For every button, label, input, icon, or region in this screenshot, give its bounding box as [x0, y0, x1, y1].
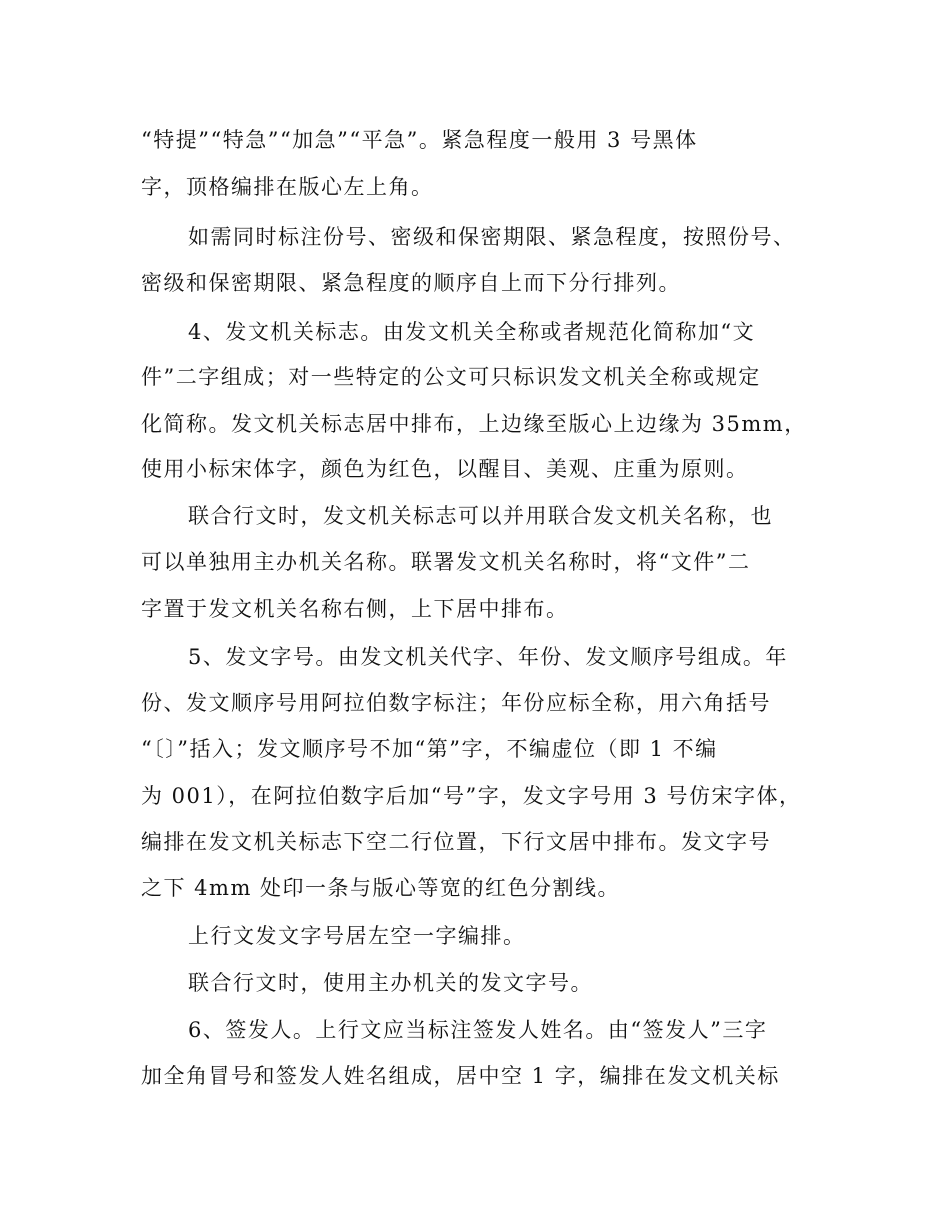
- text-line: 化简称。发文机关标志居中排布，上边缘至版心上边缘为 35mm，: [141, 412, 807, 436]
- paragraph-first-line: 5、发文字号。由发文机关代字、年份、发文顺序号组成。年: [188, 645, 788, 669]
- text-line: 之下 4mm 处印一条与版心等宽的红色分割线。: [141, 876, 621, 900]
- paragraph-first-line: 如需同时标注份号、密级和保密期限、紧急程度，按照份号、: [188, 225, 796, 249]
- paragraph-first-line: 上行文发文字号居左空一字编排。: [188, 924, 526, 948]
- text-line: 密级和保密期限、紧急程度的顺序自上而下分行排列。: [141, 271, 681, 295]
- paragraph-first-line: 联合行文时，发文机关标志可以并用联合发文机关名称，也: [188, 504, 773, 528]
- text-line: 字，顶格编排在版心左上角。: [141, 175, 434, 199]
- text-line: “〔〕”括入；发文顺序号不加“第”字，不编虚位（即 1 不编: [141, 737, 718, 761]
- text-line: “特提”“特急”“加急”“平急”。紧急程度一般用 3 号黑体: [141, 128, 698, 152]
- text-line: 使用小标宋体字，颜色为红色，以醒目、美观、庄重为原则。: [141, 457, 749, 481]
- text-line: 可以单独用主办机关名称。联署发文机关名称时，将“文件”二: [141, 550, 751, 574]
- text-line: 加全角冒号和签发人姓名组成，居中空 1 字，编排在发文机关标: [141, 1064, 780, 1088]
- paragraph-first-line: 联合行文时，使用主办机关的发文字号。: [188, 971, 593, 995]
- text-line: 编排在发文机关标志下空二行位置，下行文居中排布。发文字号: [141, 830, 771, 854]
- text-line: 为 001），在阿拉伯数字后加“号”字，发文字号用 3 号仿宋字体，: [141, 784, 802, 808]
- text-line: 件”二字组成；对一些特定的公文可只标识发文机关全称或规定: [141, 365, 761, 389]
- text-line: 份、发文顺序号用阿拉伯数字标注；年份应标全称，用六角括号: [141, 691, 771, 715]
- text-line: 字置于发文机关名称右侧，上下居中排布。: [141, 597, 569, 621]
- paragraph-first-line: 4、发文机关标志。由发文机关全称或者规范化简称加“文: [188, 320, 756, 344]
- paragraph-first-line: 6、签发人。上行文应当标注签发人姓名。由“签发人”三字: [188, 1018, 768, 1042]
